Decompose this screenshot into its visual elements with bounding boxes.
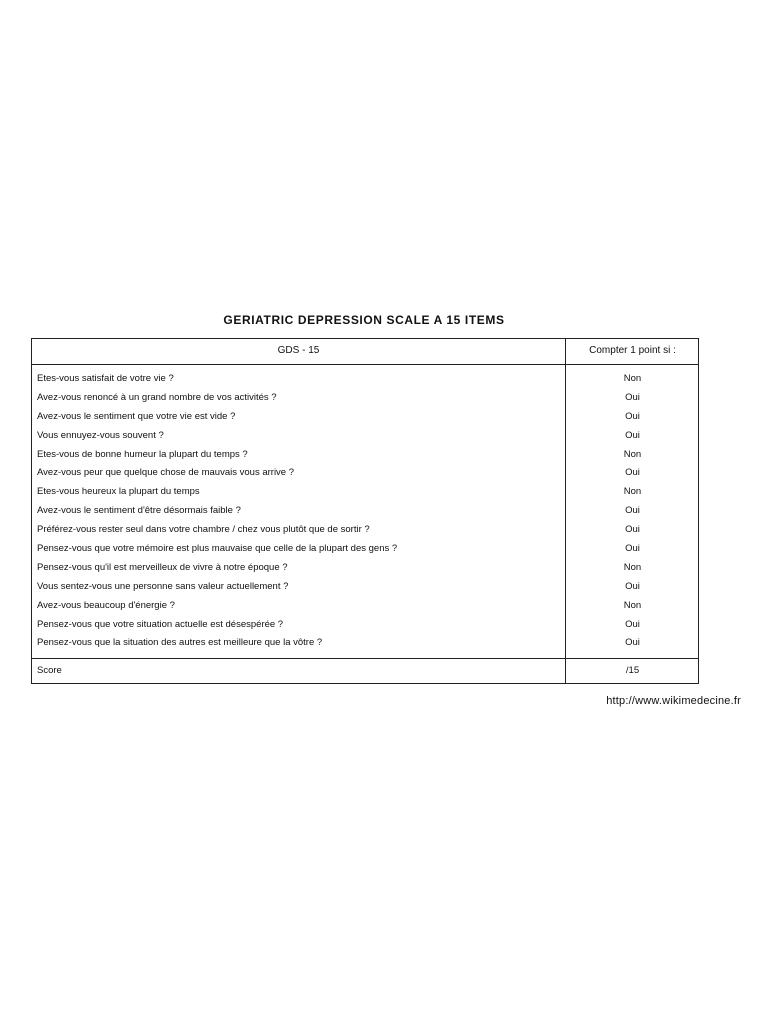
source-url: http://www.wikimedecine.fr <box>606 695 741 707</box>
table-row <box>32 464 698 483</box>
table-row <box>32 616 698 635</box>
table-row <box>32 427 698 446</box>
question-text: Avez-vous le sentiment d'être désormais faible ? <box>37 505 241 517</box>
question-text: Avez-vous renoncé à un grand nombre de vos activités ? <box>37 391 277 403</box>
scoring-answer: Oui <box>625 637 640 649</box>
question-text: Etes-vous heureux la plupart du temps <box>37 486 200 498</box>
table-row <box>32 483 698 502</box>
document-title: GERIATRIC DEPRESSION SCALE A 15 ITEMS <box>223 313 505 327</box>
question-text: Avez-vous beaucoup d'énergie ? <box>37 599 175 611</box>
scoring-answer: Oui <box>625 505 640 517</box>
question-list <box>32 370 698 653</box>
scoring-answer: Oui <box>625 429 640 441</box>
question-text: Vous ennuyez-vous souvent ? <box>37 429 164 441</box>
gds-table <box>31 338 699 684</box>
table-row <box>32 597 698 616</box>
header-answer: Compter 1 point si : <box>589 345 676 356</box>
table-row <box>32 408 698 427</box>
scoring-answer: Non <box>623 486 642 498</box>
scoring-answer: Non <box>623 561 642 573</box>
score-row <box>32 658 698 683</box>
table-header <box>32 339 698 365</box>
question-text: Pensez-vous qu'il est merveilleux de vivre à notre époque ? <box>37 561 288 573</box>
scoring-answer: Oui <box>625 524 640 536</box>
score-value: /15 <box>625 665 640 676</box>
scoring-answer: Non <box>623 448 642 460</box>
scoring-answer: Oui <box>625 467 640 479</box>
scoring-answer: Oui <box>625 410 640 422</box>
question-text: Vous sentez-vous une personne sans valeur actuellement ? <box>37 580 289 592</box>
question-text: Etes-vous satisfait de votre vie ? <box>37 373 174 384</box>
table-row <box>32 370 698 389</box>
scoring-answer: Non <box>623 599 642 611</box>
table-row <box>32 521 698 540</box>
header-question: GDS - 15 <box>277 345 320 356</box>
scoring-answer: Oui <box>625 618 640 630</box>
question-text: Avez-vous le sentiment que votre vie est vide ? <box>37 410 236 422</box>
question-text: Pensez-vous que la situation des autres est meilleure que la vôtre ? <box>37 637 323 649</box>
question-text: Pensez-vous que votre situation actuelle est désespérée ? <box>37 618 284 630</box>
question-text: Préférez-vous rester seul dans votre chambre / chez vous plutôt que de sortir ? <box>37 524 370 536</box>
table-row <box>32 389 698 408</box>
scoring-answer: Oui <box>625 580 640 592</box>
score-label: Score <box>37 665 62 676</box>
scoring-answer: Oui <box>625 543 640 555</box>
table-row <box>32 446 698 465</box>
question-text: Pensez-vous que votre mémoire est plus mauvaise que celle de la plupart des gens ? <box>37 543 398 555</box>
table-row <box>32 540 698 559</box>
table-row <box>32 502 698 521</box>
scoring-answer: Oui <box>625 391 640 403</box>
scoring-answer: Non <box>623 373 642 384</box>
question-text: Etes-vous de bonne humeur la plupart du temps ? <box>37 448 248 460</box>
question-text: Avez-vous peur que quelque chose de mauvais vous arrive ? <box>37 467 295 479</box>
table-row <box>32 634 698 653</box>
table-row <box>32 578 698 597</box>
table-row <box>32 559 698 578</box>
